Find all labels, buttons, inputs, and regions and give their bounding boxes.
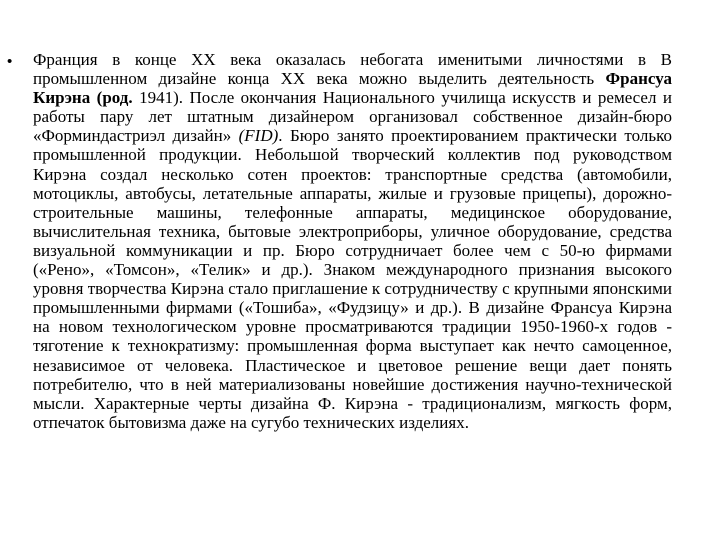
text-segment-biography: 1941). После окончания Национального училища искусств и ремесел и работы пару лет штатным дизайнером организовал собственное дизайн-бюро «Форминдастриэл дизайн» [33, 88, 672, 146]
text-segment-fid-abbrev: (FID) [238, 126, 279, 146]
text-segment-designer-name: Франсуа Кирэна (род. [33, 69, 672, 108]
bullet-marker: • [7, 53, 13, 70]
body-paragraph [33, 50, 672, 432]
text-segment-intro: Франция в конце XX века оказалась небогата именитыми личностями в В промышленном дизайне конца XX века можно выделить деятельность [33, 50, 672, 89]
text-segment-body: . Бюро занято проектированием практически только промышленной продукции. Небольшой творческий коллектив под руководством Кирэна создал несколько сотен проектов: транспортные средства (автомобили, мотоциклы, автобусы, летательные аппараты, жилые и грузовые прицепы), дорожно-строительные машины, телефонные аппараты, медицинское оборудование, вычислительная техника, бытовые электроприборы, уличное оборудование, средства визуальной коммуникации и пр. Бюро сотрудничает более чем с 50-ю фирмами («Рено», «Томсон», «Телик» и др.). Знаком международного признания высокого уровня творчества Кирэна стало приглашение к сотрудничеству с крупными японскими промышленными фирмами («Тошиба», «Фудзицу» и др.). В дизайне Франсуа Кирэна на новом технологическом уровне просматриваются традиции 1950-1960-х годов - тяготение к технократизму: промышленная форма выступает как нечто самоценное, независимое от человека. Пластическое и цветовое решение вещи дает понять потребителю, что в ней материализованы новейшие достижения научно-технической мысли. Характерные черты дизайна Ф. Кирэна - традиционализм, мягкость форм, отпечаток бытовизма даже на сугубо технических изделиях. [33, 126, 673, 432]
